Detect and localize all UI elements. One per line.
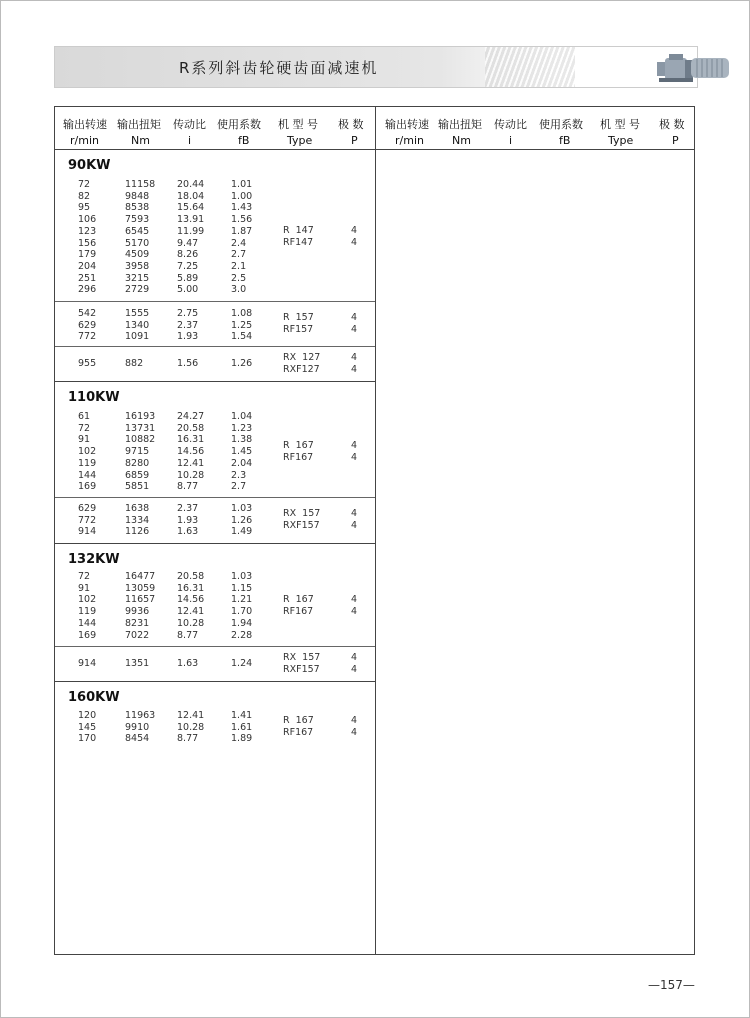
power-heading: 90KW: [68, 158, 111, 173]
ratio-values: 2.37 1.93 1.63: [177, 503, 199, 538]
header-factor-unit-right: fB: [559, 134, 571, 147]
torque-values: 11158 9848 8538 7593 6545 5170 4509 3958 3215 2729: [125, 179, 156, 296]
header-type-unit: Type: [287, 134, 313, 147]
pole-values: 4 4: [351, 440, 358, 463]
header-factor-unit: fB: [238, 134, 250, 147]
type-values: RX 157 RXF157: [283, 508, 321, 531]
type-values: R 157 RF157: [283, 312, 314, 335]
type-values: R 167 RF167: [283, 594, 314, 617]
factor-values: 1.03 1.26 1.49: [231, 503, 253, 538]
header-torque-unit-right: Nm: [452, 134, 471, 147]
power-heading: 110KW: [68, 390, 120, 405]
power-heading: 132KW: [68, 552, 120, 567]
pole-values: 4 4: [351, 225, 358, 248]
header-pole-right: 极 数: [659, 118, 685, 131]
header-factor: 使用系数: [217, 118, 261, 131]
header-pole-unit: P: [351, 134, 358, 147]
ratio-values: 1.56: [177, 358, 199, 369]
header-pole-unit-right: P: [672, 134, 679, 147]
speed-values: 955: [78, 358, 97, 369]
page-title: R系列斜齿轮硬齿面减速机: [179, 59, 379, 77]
header-banner: [54, 46, 698, 88]
type-values: R 167 RF167: [283, 440, 314, 463]
factor-values: 1.08 1.25 1.54: [231, 308, 253, 343]
group-divider: [55, 646, 375, 647]
torque-values: 1638 1334 1126: [125, 503, 150, 538]
pole-values: 4 4: [351, 312, 358, 335]
pole-values: 4 4: [351, 508, 358, 531]
header-torque-right: 输出扭矩: [438, 118, 482, 131]
group-divider: [55, 346, 375, 347]
speed-values: 61 72 91 102 119 144 169: [78, 411, 97, 493]
torque-values: 1351: [125, 658, 150, 669]
header-type-unit-right: Type: [608, 134, 634, 147]
ratio-values: 2.75 2.37 1.93: [177, 308, 199, 343]
speed-values: 542 629 772: [78, 308, 97, 343]
ratio-values: 20.58 16.31 14.56 12.41 10.28 8.77: [177, 571, 205, 641]
torque-values: 882: [125, 358, 144, 369]
speed-values: 120 145 170: [78, 710, 97, 745]
speed-values: 914: [78, 658, 97, 669]
spec-table: [54, 106, 695, 955]
factor-values: 1.04 1.23 1.38 1.45 2.04 2.3 2.7: [231, 411, 253, 493]
column-divider: [375, 107, 376, 954]
section-divider: [55, 681, 375, 682]
header-type-right: 机 型 号: [600, 118, 640, 131]
factor-values: 1.26: [231, 358, 253, 369]
power-heading: 160KW: [68, 690, 120, 705]
speed-values: 72 82 95 106 123 156 179 204 251 296: [78, 179, 97, 296]
header-ratio: 传动比: [173, 118, 206, 131]
header-torque-unit: Nm: [131, 134, 150, 147]
header-ratio-right: 传动比: [494, 118, 527, 131]
section-divider: [55, 543, 375, 544]
gear-motor-icon: [655, 50, 735, 84]
factor-values: 1.41 1.61 1.89: [231, 710, 253, 745]
ratio-values: 1.63: [177, 658, 199, 669]
header-pole: 极 数: [338, 118, 364, 131]
group-divider: [55, 497, 375, 498]
ratio-values: 24.27 20.58 16.31 14.56 12.41 10.28 8.77: [177, 411, 205, 493]
type-values: R 147 RF147: [283, 225, 314, 248]
header-ratio-unit-right: i: [509, 134, 513, 147]
header-factor-right: 使用系数: [539, 118, 583, 131]
factor-values: 1.03 1.15 1.21 1.70 1.94 2.28: [231, 571, 253, 641]
torque-values: 16477 13059 11657 9936 8231 7022: [125, 571, 156, 641]
pole-values: 4 4: [351, 594, 358, 617]
header-speed-unit: r/min: [70, 134, 99, 147]
header-type: 机 型 号: [278, 118, 318, 131]
header-speed-right: 输出转速: [385, 118, 429, 131]
torque-values: 16193 13731 10882 9715 8280 6859 5851: [125, 411, 156, 493]
torque-values: 1555 1340 1091: [125, 308, 150, 343]
type-values: R 167 RF167: [283, 715, 314, 738]
header-ratio-unit: i: [188, 134, 192, 147]
speed-values: 629 772 914: [78, 503, 97, 538]
pole-values: 4 4: [351, 652, 358, 675]
pole-values: 4 4: [351, 715, 358, 738]
factor-values: 1.24: [231, 658, 253, 669]
header-speed-unit-right: r/min: [395, 134, 424, 147]
header-divider: [55, 149, 694, 150]
header-speed: 输出转速: [63, 118, 107, 131]
ratio-values: 12.41 10.28 8.77: [177, 710, 205, 745]
speed-values: 72 91 102 119 144 169: [78, 571, 97, 641]
section-divider: [55, 381, 375, 382]
torque-values: 11963 9910 8454: [125, 710, 156, 745]
factor-values: 1.01 1.00 1.43 1.56 1.87 2.4 2.7 2.1 2.5 3.0: [231, 179, 253, 296]
page-number: —157—: [648, 978, 695, 992]
pole-values: 4 4: [351, 352, 358, 375]
header-torque: 输出扭矩: [117, 118, 161, 131]
type-values: RX 127 RXF127: [283, 352, 321, 375]
banner-decoration: [485, 47, 575, 87]
type-values: RX 157 RXF157: [283, 652, 321, 675]
ratio-values: 20.44 18.04 15.64 13.91 11.99 9.47 8.26 7.25 5.89 5.00: [177, 179, 205, 296]
group-divider: [55, 301, 375, 302]
